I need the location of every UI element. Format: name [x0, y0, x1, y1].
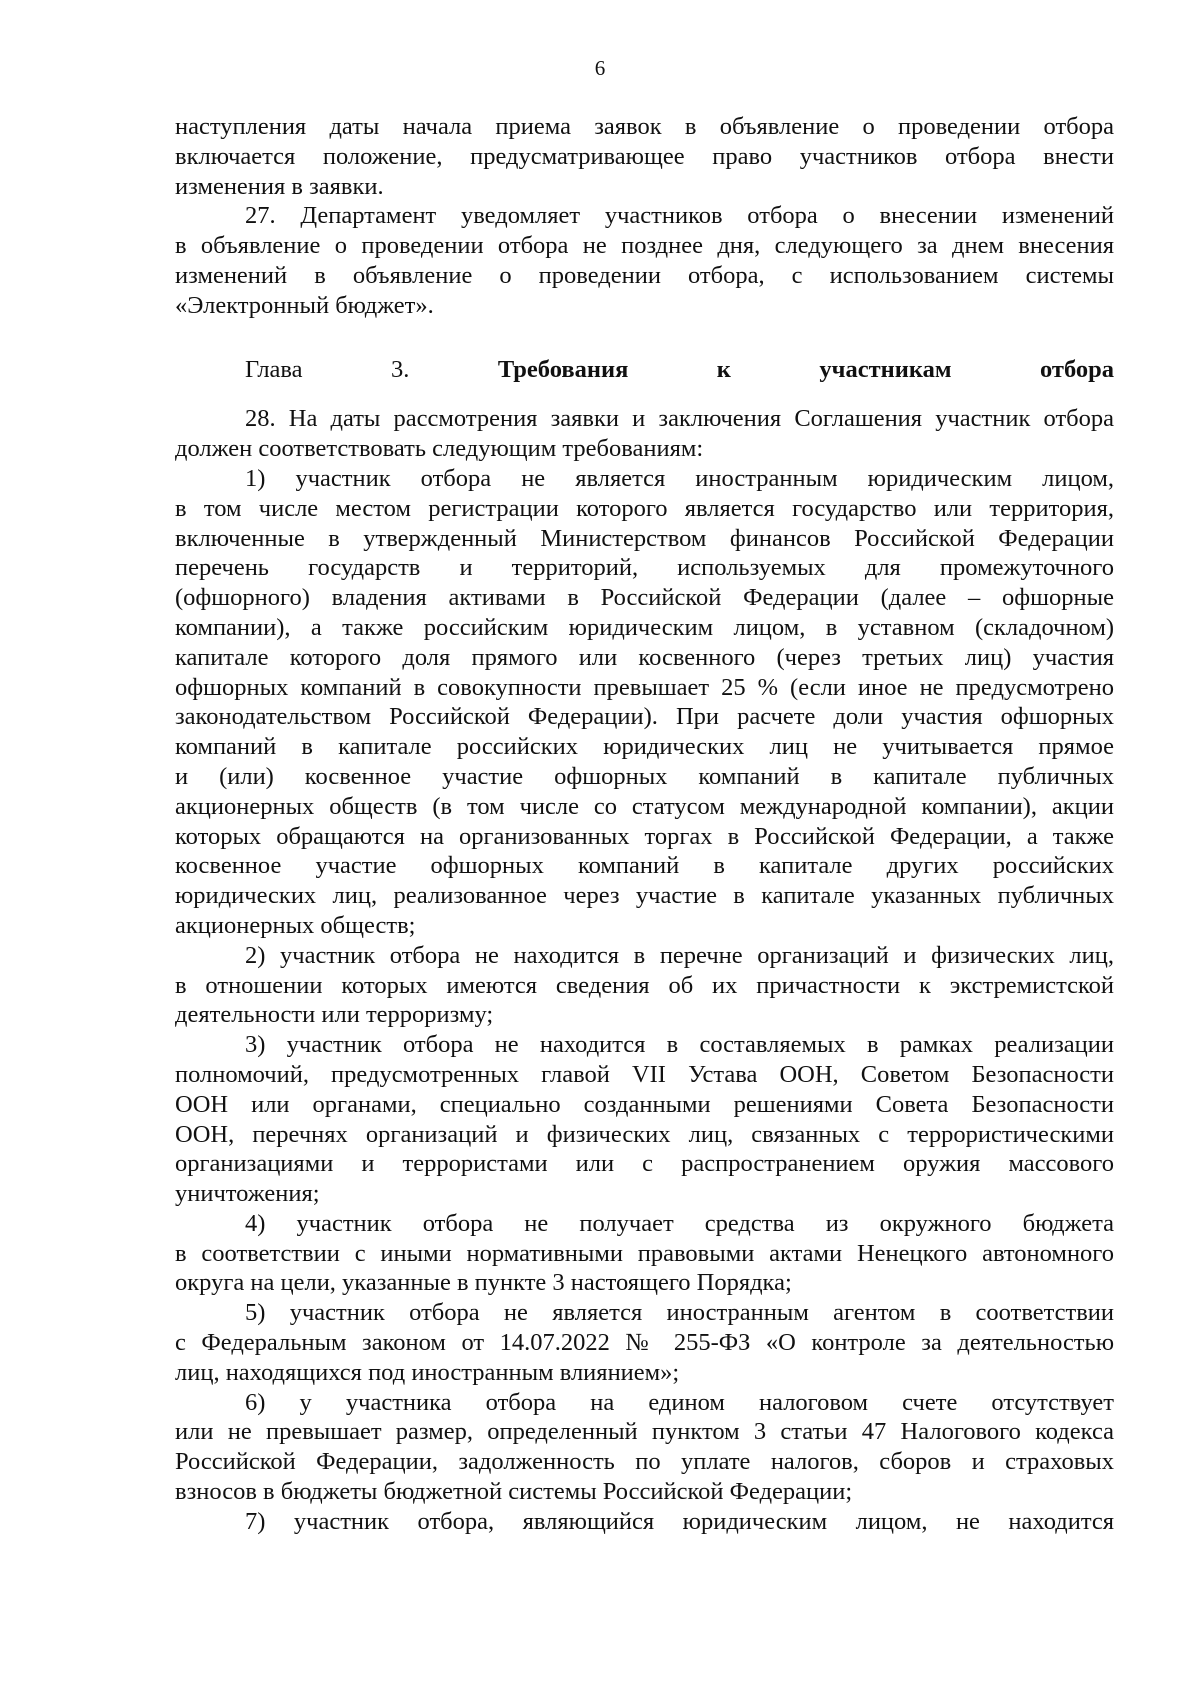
text-line: включается положение, предусматривающее право участников отбора внести	[175, 142, 1114, 170]
text-line: косвенное участие офшорных компаний в капитале других российских	[175, 852, 1114, 880]
document-body	[175, 112, 1114, 1537]
text-line: которых обращаются на организованных торгах в Российской Федерации, а также	[175, 822, 1114, 850]
text-line: полномочий, предусмотренных главой VII Устава ООН, Советом Безопасности	[175, 1060, 1114, 1088]
top-paragraphs	[175, 112, 1114, 321]
text-line: 6) у участника отбора на едином налоговом счете отсутствует	[245, 1388, 1114, 1416]
text-line: в объявление о проведении отбора не позднее дня, следующего за днем внесения	[175, 232, 1114, 260]
text-line: в соответствии с иными нормативными правовыми актами Ненецкого автономного	[175, 1239, 1114, 1267]
text-line: 4) участник отбора не получает средства из окружного бюджета	[245, 1209, 1114, 1237]
text-line: офшорных компаний в совокупности превышает 25 % (если иное не предусмотрено	[175, 673, 1114, 701]
text-line: включенные в утвержденный Министерством финансов Российской Федерации	[175, 524, 1114, 552]
text-line: ООН или органами, специально созданными решениями Совета Безопасности	[175, 1090, 1114, 1118]
text-line: в отношении которых имеются сведения об их причастности к экстремистской	[175, 971, 1114, 999]
text-line: акционерных обществ (в том числе со статусом международной компании), акции	[175, 792, 1114, 820]
text-line: деятельности или терроризму;	[175, 1001, 494, 1029]
text-line: изменений в объявление о проведении отбора, с использованием системы	[175, 261, 1114, 289]
text-line: 7) участник отбора, являющийся юридическим лицом, не находится	[245, 1507, 1114, 1535]
text-line: перечень государств и территорий, используемых для промежуточного	[175, 554, 1114, 582]
text-line: Российской Федерации, задолженность по уплате налогов, сборов и страховых	[175, 1448, 1114, 1476]
text-line: 28. На даты рассмотрения заявки и заключения Соглашения участник отбора	[245, 405, 1114, 433]
text-line: юридических лиц, реализованное через участие в капитале указанных публичных	[175, 882, 1114, 910]
text-line: с Федеральным законом от 14.07.2022 № 255-ФЗ «О контроле за деятельностью	[175, 1329, 1114, 1357]
text-line: 27. Департамент уведомляет участников отбора о внесении изменений	[245, 202, 1114, 230]
bottom-paragraphs	[175, 404, 1114, 1536]
text-line: взносов в бюджеты бюджетной системы Российской Федерации;	[175, 1478, 853, 1506]
text-line: законодательством Российской Федерации). При расчете доли участия офшорных	[175, 703, 1114, 731]
text-line: акционерных обществ;	[175, 911, 416, 939]
page-number: 6	[594, 56, 606, 80]
text-line: или не превышает размер, определенный пунктом 3 статьи 47 Налогового кодекса	[175, 1418, 1114, 1446]
text-line: лиц, находящихся под иностранным влиянием»;	[175, 1358, 680, 1386]
text-line: компании), а также российским юридическим лицом, в уставном (складочном)	[175, 613, 1114, 641]
chapter-prefix: Глава 3.	[245, 355, 498, 383]
text-line: (офшорного) владения активами в Российской Федерации (далее – офшорные	[175, 584, 1114, 612]
chapter-heading	[175, 355, 1114, 385]
text-line: компаний в капитале российских юридических лиц не учитывается прямое	[175, 733, 1114, 761]
chapter-title: Требования к участникам отбора	[497, 355, 1115, 383]
text-line: организациями и террористами или с распространением оружия массового	[175, 1150, 1114, 1178]
text-line: должен соответствовать следующим требованиям:	[175, 435, 704, 463]
text-line: наступления даты начала приема заявок в объявление о проведении отбора	[175, 113, 1114, 140]
text-line: «Электронный бюджет».	[175, 291, 434, 319]
text-line: 2) участник отбора не находится в перечне организаций и физических лиц,	[245, 941, 1114, 969]
text-line: и (или) косвенное участие офшорных компаний в капитале публичных	[175, 762, 1114, 790]
text-line: уничтожения;	[175, 1180, 320, 1208]
text-line: ООН, перечнях организаций и физических лиц, связанных с террористическими	[175, 1120, 1114, 1148]
text-line: капитале которого доля прямого или косвенного (через третьих лиц) участия	[175, 643, 1114, 671]
text-line: 3) участник отбора не находится в составляемых в рамках реализации	[245, 1031, 1114, 1059]
text-line: 1) участник отбора не является иностранным юридическим лицом,	[245, 464, 1114, 492]
text-line: изменения в заявки.	[175, 172, 384, 200]
text-line: 5) участник отбора не является иностранным агентом в соответствии	[245, 1299, 1114, 1327]
text-line: округа на цели, указанные в пункте 3 настоящего Порядка;	[175, 1269, 792, 1297]
text-line: в том числе местом регистрации которого является государство или территория,	[175, 494, 1114, 522]
